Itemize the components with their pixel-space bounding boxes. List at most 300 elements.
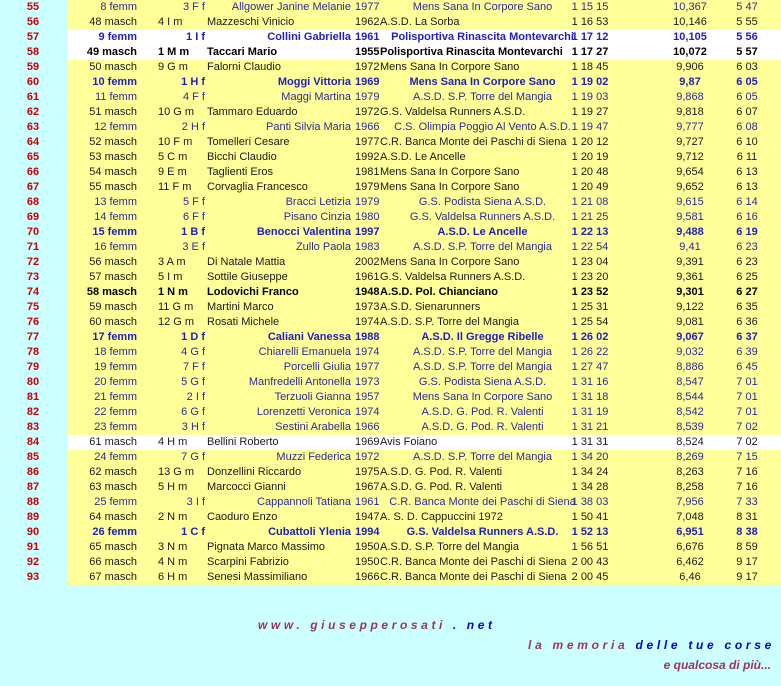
club: A.S.D. Le Ancelle <box>437 226 528 238</box>
category-rank: 60 masch <box>89 316 137 328</box>
speed-kmh: 9,122 <box>676 301 704 313</box>
pace-per-km: 6 13 <box>736 166 758 178</box>
class-rank: 3 F f <box>182 1 205 13</box>
position: 71 <box>26 241 40 253</box>
category-rank: 48 masch <box>89 16 137 28</box>
category-rank: 51 masch <box>89 106 137 118</box>
class-rank: 12 G m <box>158 316 195 328</box>
pace-per-km: 6 14 <box>736 196 758 208</box>
athlete-name: Tammaro Eduardo <box>207 106 298 118</box>
finish-time: 1 31 18 <box>571 391 609 403</box>
speed-kmh: 9,032 <box>676 346 704 358</box>
position: 73 <box>26 271 40 283</box>
club: Mens Sana In Corpore Sano <box>380 181 520 193</box>
finish-time: 1 19 47 <box>571 121 609 133</box>
position: 70 <box>26 226 40 238</box>
pace-per-km: 9 17 <box>736 571 758 583</box>
finish-time: 2 00 45 <box>571 571 609 583</box>
category-rank: 66 masch <box>89 556 137 568</box>
category-rank: 13 femm <box>94 196 137 208</box>
pace-per-km: 6 37 <box>736 331 758 343</box>
finish-time: 1 34 24 <box>571 466 609 478</box>
class-rank: 2 N m <box>158 511 188 523</box>
position: 75 <box>26 301 40 313</box>
pace-per-km: 6 07 <box>736 106 758 118</box>
table-row <box>0 120 781 135</box>
birth-year: 1961 <box>355 31 380 43</box>
position: 55 <box>26 1 40 13</box>
site-link[interactable] <box>258 618 496 632</box>
position: 92 <box>26 556 40 568</box>
table-row <box>0 525 781 540</box>
athlete-name: Rosati Michele <box>207 316 280 328</box>
class-rank: 2 H f <box>181 121 205 133</box>
club: G.S. Valdelsa Runners A.S.D. <box>406 526 559 538</box>
speed-kmh: 9,301 <box>676 286 704 298</box>
position: 80 <box>26 376 40 388</box>
position: 62 <box>26 106 40 118</box>
table-row <box>0 165 781 180</box>
speed-kmh: 9,777 <box>676 121 704 133</box>
table-row <box>0 300 781 315</box>
pace-per-km: 6 11 <box>736 151 758 163</box>
club: G.S. Valdelsa Runners A.S.D. <box>380 106 526 118</box>
motto <box>528 638 775 652</box>
athlete-name: Caliani Vanessa <box>267 331 351 343</box>
pace-per-km: 7 16 <box>736 466 758 478</box>
birth-year: 1966 <box>355 571 380 583</box>
athlete-name: Scarpini Fabrizio <box>207 556 289 568</box>
birth-year: 1992 <box>355 151 380 163</box>
class-rank: 4 G f <box>181 346 205 358</box>
speed-kmh: 6,46 <box>679 571 701 583</box>
club: A.S.D. S.P. Torre del Mangia <box>380 316 519 328</box>
category-rank: 25 femm <box>94 496 137 508</box>
category-rank: 50 masch <box>89 61 137 73</box>
finish-time: 1 19 03 <box>571 91 609 103</box>
club: A.S.D. La Sorba <box>380 16 460 28</box>
athlete-name: Lodovichi Franco <box>207 286 299 298</box>
table-row <box>0 285 781 300</box>
birth-year: 1962 <box>355 16 380 28</box>
speed-kmh: 7,048 <box>676 511 704 523</box>
table-row <box>0 420 781 435</box>
position: 56 <box>26 16 40 28</box>
athlete-name: Taccari Mario <box>207 46 278 58</box>
finish-time: 1 38 03 <box>571 496 609 508</box>
class-rank: 9 G m <box>158 61 188 73</box>
club: A.S.D. Le Ancelle <box>380 151 466 163</box>
club: Polisportiva Rinascita Montevarchi <box>380 46 563 58</box>
birth-year: 1961 <box>355 496 380 508</box>
athlete-name: Taglienti Eros <box>207 166 274 178</box>
class-rank: 1 C f <box>181 526 205 538</box>
birth-year: 1950 <box>355 541 380 553</box>
class-rank: 13 G m <box>158 466 195 478</box>
speed-kmh: 8,547 <box>676 376 704 388</box>
finish-time: 1 25 31 <box>571 301 609 313</box>
category-rank: 59 masch <box>89 301 137 313</box>
table-row <box>0 315 781 330</box>
pace-per-km: 6 35 <box>736 301 758 313</box>
position: 86 <box>26 466 40 478</box>
club: G.S. Podista Siena A.S.D. <box>418 196 547 208</box>
club: Mens Sana In Corpore Sano <box>412 391 553 403</box>
speed-kmh: 9,391 <box>676 256 704 268</box>
speed-kmh: 9,87 <box>679 76 701 88</box>
finish-time: 1 21 08 <box>571 196 609 208</box>
category-rank: 21 femm <box>94 391 137 403</box>
pace-per-km: 7 01 <box>736 391 758 403</box>
table-row <box>0 30 781 45</box>
class-rank: 6 H m <box>158 571 188 583</box>
pace-per-km: 6 45 <box>736 361 758 373</box>
category-rank: 57 masch <box>89 271 137 283</box>
athlete-name: Pignata Marco Massimo <box>207 541 325 553</box>
speed-kmh: 8,263 <box>676 466 704 478</box>
category-rank: 56 masch <box>89 256 137 268</box>
birth-year: 1974 <box>355 346 380 358</box>
finish-time: 1 31 21 <box>571 421 609 433</box>
birth-year: 1994 <box>355 526 380 538</box>
athlete-name: Bellini Roberto <box>207 436 279 448</box>
category-rank: 26 femm <box>92 526 137 538</box>
pace-per-km: 6 13 <box>736 181 758 193</box>
club: A.S.D. S.P. Torre del Mangia <box>413 91 552 103</box>
category-rank: 52 masch <box>89 136 137 148</box>
speed-kmh: 9,081 <box>676 316 704 328</box>
pace-per-km: 7 02 <box>736 436 758 448</box>
category-rank: 53 masch <box>89 151 137 163</box>
speed-kmh: 8,524 <box>676 436 704 448</box>
class-rank: 3 E f <box>182 241 205 253</box>
speed-kmh: 10,367 <box>673 1 707 13</box>
table-row <box>0 0 781 15</box>
finish-time: 1 19 27 <box>571 106 609 118</box>
table-row <box>0 375 781 390</box>
club: A.S.D. Sienarunners <box>380 301 481 313</box>
footer <box>0 586 781 686</box>
speed-kmh: 8,544 <box>676 391 704 403</box>
position: 87 <box>26 481 40 493</box>
athlete-name: Senesi Massimiliano <box>207 571 308 583</box>
finish-time: 1 17 12 <box>571 31 609 43</box>
table-row <box>0 345 781 360</box>
table-row <box>0 405 781 420</box>
class-rank: 5 C m <box>158 151 188 163</box>
speed-kmh: 6,676 <box>676 541 704 553</box>
category-rank: 24 femm <box>94 451 137 463</box>
category-rank: 12 femm <box>94 121 137 133</box>
speed-kmh: 9,652 <box>676 181 704 193</box>
club: G.S. Valdelsa Runners A.S.D. <box>409 211 556 223</box>
athlete-name: Sestini Arabella <box>275 421 351 433</box>
athlete-name: Sottile Giuseppe <box>207 271 288 283</box>
table-row <box>0 390 781 405</box>
category-rank: 16 femm <box>94 241 137 253</box>
birth-year: 1969 <box>355 76 380 88</box>
finish-time: 1 23 20 <box>571 271 609 283</box>
position: 65 <box>26 151 40 163</box>
category-rank: 65 masch <box>89 541 137 553</box>
birth-year: 1966 <box>355 121 380 133</box>
category-rank: 14 femm <box>94 211 137 223</box>
class-rank: 6 F f <box>182 211 205 223</box>
table-row <box>0 435 781 450</box>
athlete-name: Lorenzetti Veronica <box>256 406 351 418</box>
pace-per-km: 5 56 <box>736 31 758 43</box>
finish-time: 1 17 27 <box>571 46 609 58</box>
finish-time: 1 16 53 <box>571 16 609 28</box>
position: 91 <box>26 541 40 553</box>
club: C.R. Banca Monte dei Paschi di Siena <box>380 556 567 568</box>
athlete-name: Terzuoli Gianna <box>274 391 351 403</box>
finish-time: 1 56 51 <box>571 541 609 553</box>
athlete-name: Muzzi Federica <box>276 451 351 463</box>
pace-per-km: 6 23 <box>736 241 758 253</box>
speed-kmh: 8,269 <box>676 451 704 463</box>
pace-per-km: 6 23 <box>736 256 758 268</box>
class-rank: 4 I m <box>158 16 183 28</box>
finish-time: 1 20 12 <box>571 136 609 148</box>
site-link-tld: . net <box>452 618 496 632</box>
position: 59 <box>26 61 40 73</box>
pace-per-km: 7 01 <box>736 406 758 418</box>
category-rank: 58 masch <box>86 286 137 298</box>
category-rank: 8 femm <box>100 1 137 13</box>
birth-year: 1977 <box>355 136 380 148</box>
finish-time: 1 23 04 <box>571 256 609 268</box>
table-row <box>0 555 781 570</box>
table-row <box>0 105 781 120</box>
speed-kmh: 6,951 <box>676 526 704 538</box>
pace-per-km: 8 31 <box>736 511 758 523</box>
table-row <box>0 360 781 375</box>
pace-per-km: 6 19 <box>736 226 758 238</box>
pace-per-km: 6 08 <box>736 121 758 133</box>
pace-per-km: 6 05 <box>736 91 758 103</box>
position: 79 <box>26 361 40 373</box>
club: A.S.D. S.P. Torre del Mangia <box>413 361 552 373</box>
athlete-name: Panti Silvia Maria <box>266 121 351 133</box>
club: Mens Sana In Corpore Sano <box>409 76 556 88</box>
table-row <box>0 240 781 255</box>
athlete-name: Chiarelli Emanuela <box>258 346 351 358</box>
category-rank: 19 femm <box>94 361 137 373</box>
athlete-name: Caoduro Enzo <box>207 511 278 523</box>
category-rank: 9 femm <box>98 31 137 43</box>
speed-kmh: 9,727 <box>676 136 704 148</box>
speed-kmh: 8,886 <box>676 361 704 373</box>
birth-year: 1966 <box>355 421 380 433</box>
class-rank: 3 I f <box>186 496 205 508</box>
club: Polisportiva Rinascita Montevarchi <box>391 31 574 43</box>
club: A.S.D. G. Pod. R. Valenti <box>380 481 503 493</box>
club: A. S. D. Cappuccini 1972 <box>380 511 503 523</box>
class-rank: 1 D f <box>181 331 205 343</box>
speed-kmh: 6,462 <box>676 556 704 568</box>
position: 60 <box>26 76 40 88</box>
athlete-name: Martini Marco <box>207 301 274 313</box>
club: A.S.D. S.P. Torre del Mangia <box>380 541 519 553</box>
athlete-name: Allgower Janine Melanie <box>231 1 351 13</box>
birth-year: 2002 <box>355 256 380 268</box>
position: 57 <box>26 31 40 43</box>
birth-year: 1961 <box>355 271 380 283</box>
pace-per-km: 6 05 <box>736 76 758 88</box>
birth-year: 1957 <box>355 391 380 403</box>
pace-per-km: 6 27 <box>736 286 758 298</box>
finish-time: 1 25 54 <box>571 316 609 328</box>
motto-part-b: delle tue corse <box>635 638 775 652</box>
table-row <box>0 495 781 510</box>
position: 58 <box>26 46 40 58</box>
motto-part-a: la memoria <box>528 638 636 652</box>
class-rank: 3 A m <box>158 256 186 268</box>
birth-year: 1997 <box>355 226 380 238</box>
position: 64 <box>26 136 40 148</box>
speed-kmh: 9,906 <box>676 61 704 73</box>
table-row <box>0 480 781 495</box>
speed-kmh: 9,488 <box>676 226 704 238</box>
finish-time: 1 26 02 <box>571 331 609 343</box>
class-rank: 10 F m <box>158 136 193 148</box>
speed-kmh: 8,542 <box>676 406 704 418</box>
class-rank: 6 G f <box>181 406 205 418</box>
position: 68 <box>26 196 40 208</box>
position: 83 <box>26 421 40 433</box>
finish-time: 1 23 52 <box>571 286 609 298</box>
birth-year: 1980 <box>355 211 380 223</box>
class-rank: 11 G m <box>158 301 194 313</box>
club: Mens Sana In Corpore Sano <box>380 166 520 178</box>
birth-year: 1973 <box>355 301 380 313</box>
athlete-name: Tomelleri Cesare <box>207 136 290 148</box>
finish-time: 2 00 43 <box>571 556 609 568</box>
position: 72 <box>26 256 40 268</box>
finish-time: 1 26 22 <box>571 346 609 358</box>
class-rank: 3 H f <box>181 421 205 433</box>
category-rank: 15 femm <box>92 226 137 238</box>
position: 61 <box>26 91 40 103</box>
birth-year: 1955 <box>355 46 380 58</box>
speed-kmh: 9,615 <box>676 196 704 208</box>
category-rank: 11 femm <box>95 91 137 103</box>
finish-time: 1 31 31 <box>571 436 609 448</box>
athlete-name: Corvaglia Francesco <box>207 181 308 193</box>
club: A.S.D. S.P. Torre del Mangia <box>413 451 552 463</box>
club: C.S. Olimpia Poggio Al Vento A.S.D. <box>394 121 571 133</box>
birth-year: 1979 <box>355 181 380 193</box>
club: A.S.D. S.P. Torre del Mangia <box>413 241 552 253</box>
pace-per-km: 6 39 <box>736 346 758 358</box>
table-row <box>0 180 781 195</box>
athlete-name: Bracci Letizia <box>285 196 351 208</box>
birth-year: 1973 <box>355 376 380 388</box>
pace-per-km: 7 15 <box>736 451 758 463</box>
class-rank: 10 G m <box>158 106 195 118</box>
position: 67 <box>26 181 40 193</box>
club: Mens Sana In Corpore Sano <box>380 256 520 268</box>
pace-per-km: 6 10 <box>736 136 758 148</box>
pace-per-km: 8 38 <box>736 526 758 538</box>
club: C.R. Banca Monte dei Paschi di Siena <box>380 571 567 583</box>
athlete-name: Cappannoli Tatiana <box>257 496 351 508</box>
finish-time: 1 34 20 <box>571 451 609 463</box>
finish-time: 1 31 19 <box>571 406 609 418</box>
speed-kmh: 7,956 <box>676 496 704 508</box>
pace-per-km: 6 03 <box>736 61 758 73</box>
class-rank: 4 N m <box>158 556 188 568</box>
finish-time: 1 20 48 <box>571 166 609 178</box>
finish-time: 1 34 28 <box>571 481 609 493</box>
club: A.S.D. Pol. Chianciano <box>380 286 498 298</box>
position: 76 <box>26 316 40 328</box>
category-rank: 61 masch <box>89 436 137 448</box>
class-rank: 1 I f <box>186 31 205 43</box>
tagline: e qualcosa di più... <box>663 658 771 672</box>
finish-time: 1 15 15 <box>571 1 609 13</box>
position: 69 <box>26 211 40 223</box>
birth-year: 1972 <box>355 106 380 118</box>
position: 74 <box>26 286 40 298</box>
position: 93 <box>26 571 40 583</box>
speed-kmh: 8,258 <box>676 481 704 493</box>
pace-per-km: 6 16 <box>736 211 758 223</box>
birth-year: 1974 <box>355 316 380 328</box>
position: 89 <box>26 511 40 523</box>
class-rank: 7 G f <box>181 451 205 463</box>
class-rank: 7 F f <box>182 361 205 373</box>
table-row <box>0 15 781 30</box>
table-row <box>0 60 781 75</box>
birth-year: 1977 <box>355 361 380 373</box>
class-rank: 1 N m <box>158 286 188 298</box>
table-row <box>0 270 781 285</box>
athlete-name: Porcelli Giulia <box>283 361 351 373</box>
class-rank: 11 F m <box>158 181 192 193</box>
birth-year: 1975 <box>355 466 380 478</box>
table-row <box>0 195 781 210</box>
class-rank: 5 G f <box>181 376 205 388</box>
birth-year: 1972 <box>355 61 380 73</box>
table-row <box>0 75 781 90</box>
class-rank: 1 H f <box>181 76 205 88</box>
finish-time: 1 21 25 <box>571 211 609 223</box>
athlete-name: Marcocci Gianni <box>207 481 286 493</box>
birth-year: 1983 <box>355 241 380 253</box>
category-rank: 62 masch <box>89 466 137 478</box>
table-row <box>0 330 781 345</box>
birth-year: 1981 <box>355 166 380 178</box>
pace-per-km: 5 55 <box>736 16 758 28</box>
category-rank: 18 femm <box>94 346 137 358</box>
speed-kmh: 8,539 <box>676 421 704 433</box>
athlete-name: Manfredelli Antonella <box>248 376 351 388</box>
finish-time: 1 20 19 <box>571 151 609 163</box>
class-rank: 5 I m <box>158 271 183 283</box>
table-row <box>0 450 781 465</box>
table-row <box>0 210 781 225</box>
club: Avis Foiano <box>380 436 438 448</box>
club: C.R. Banca Monte dei Paschi di Siena <box>389 496 576 508</box>
athlete-name: Donzellini Riccardo <box>207 466 302 478</box>
position: 77 <box>26 331 40 343</box>
category-rank: 23 femm <box>94 421 137 433</box>
category-rank: 22 femm <box>94 406 137 418</box>
athlete-name: Bicchi Claudio <box>207 151 277 163</box>
birth-year: 1969 <box>355 436 380 448</box>
